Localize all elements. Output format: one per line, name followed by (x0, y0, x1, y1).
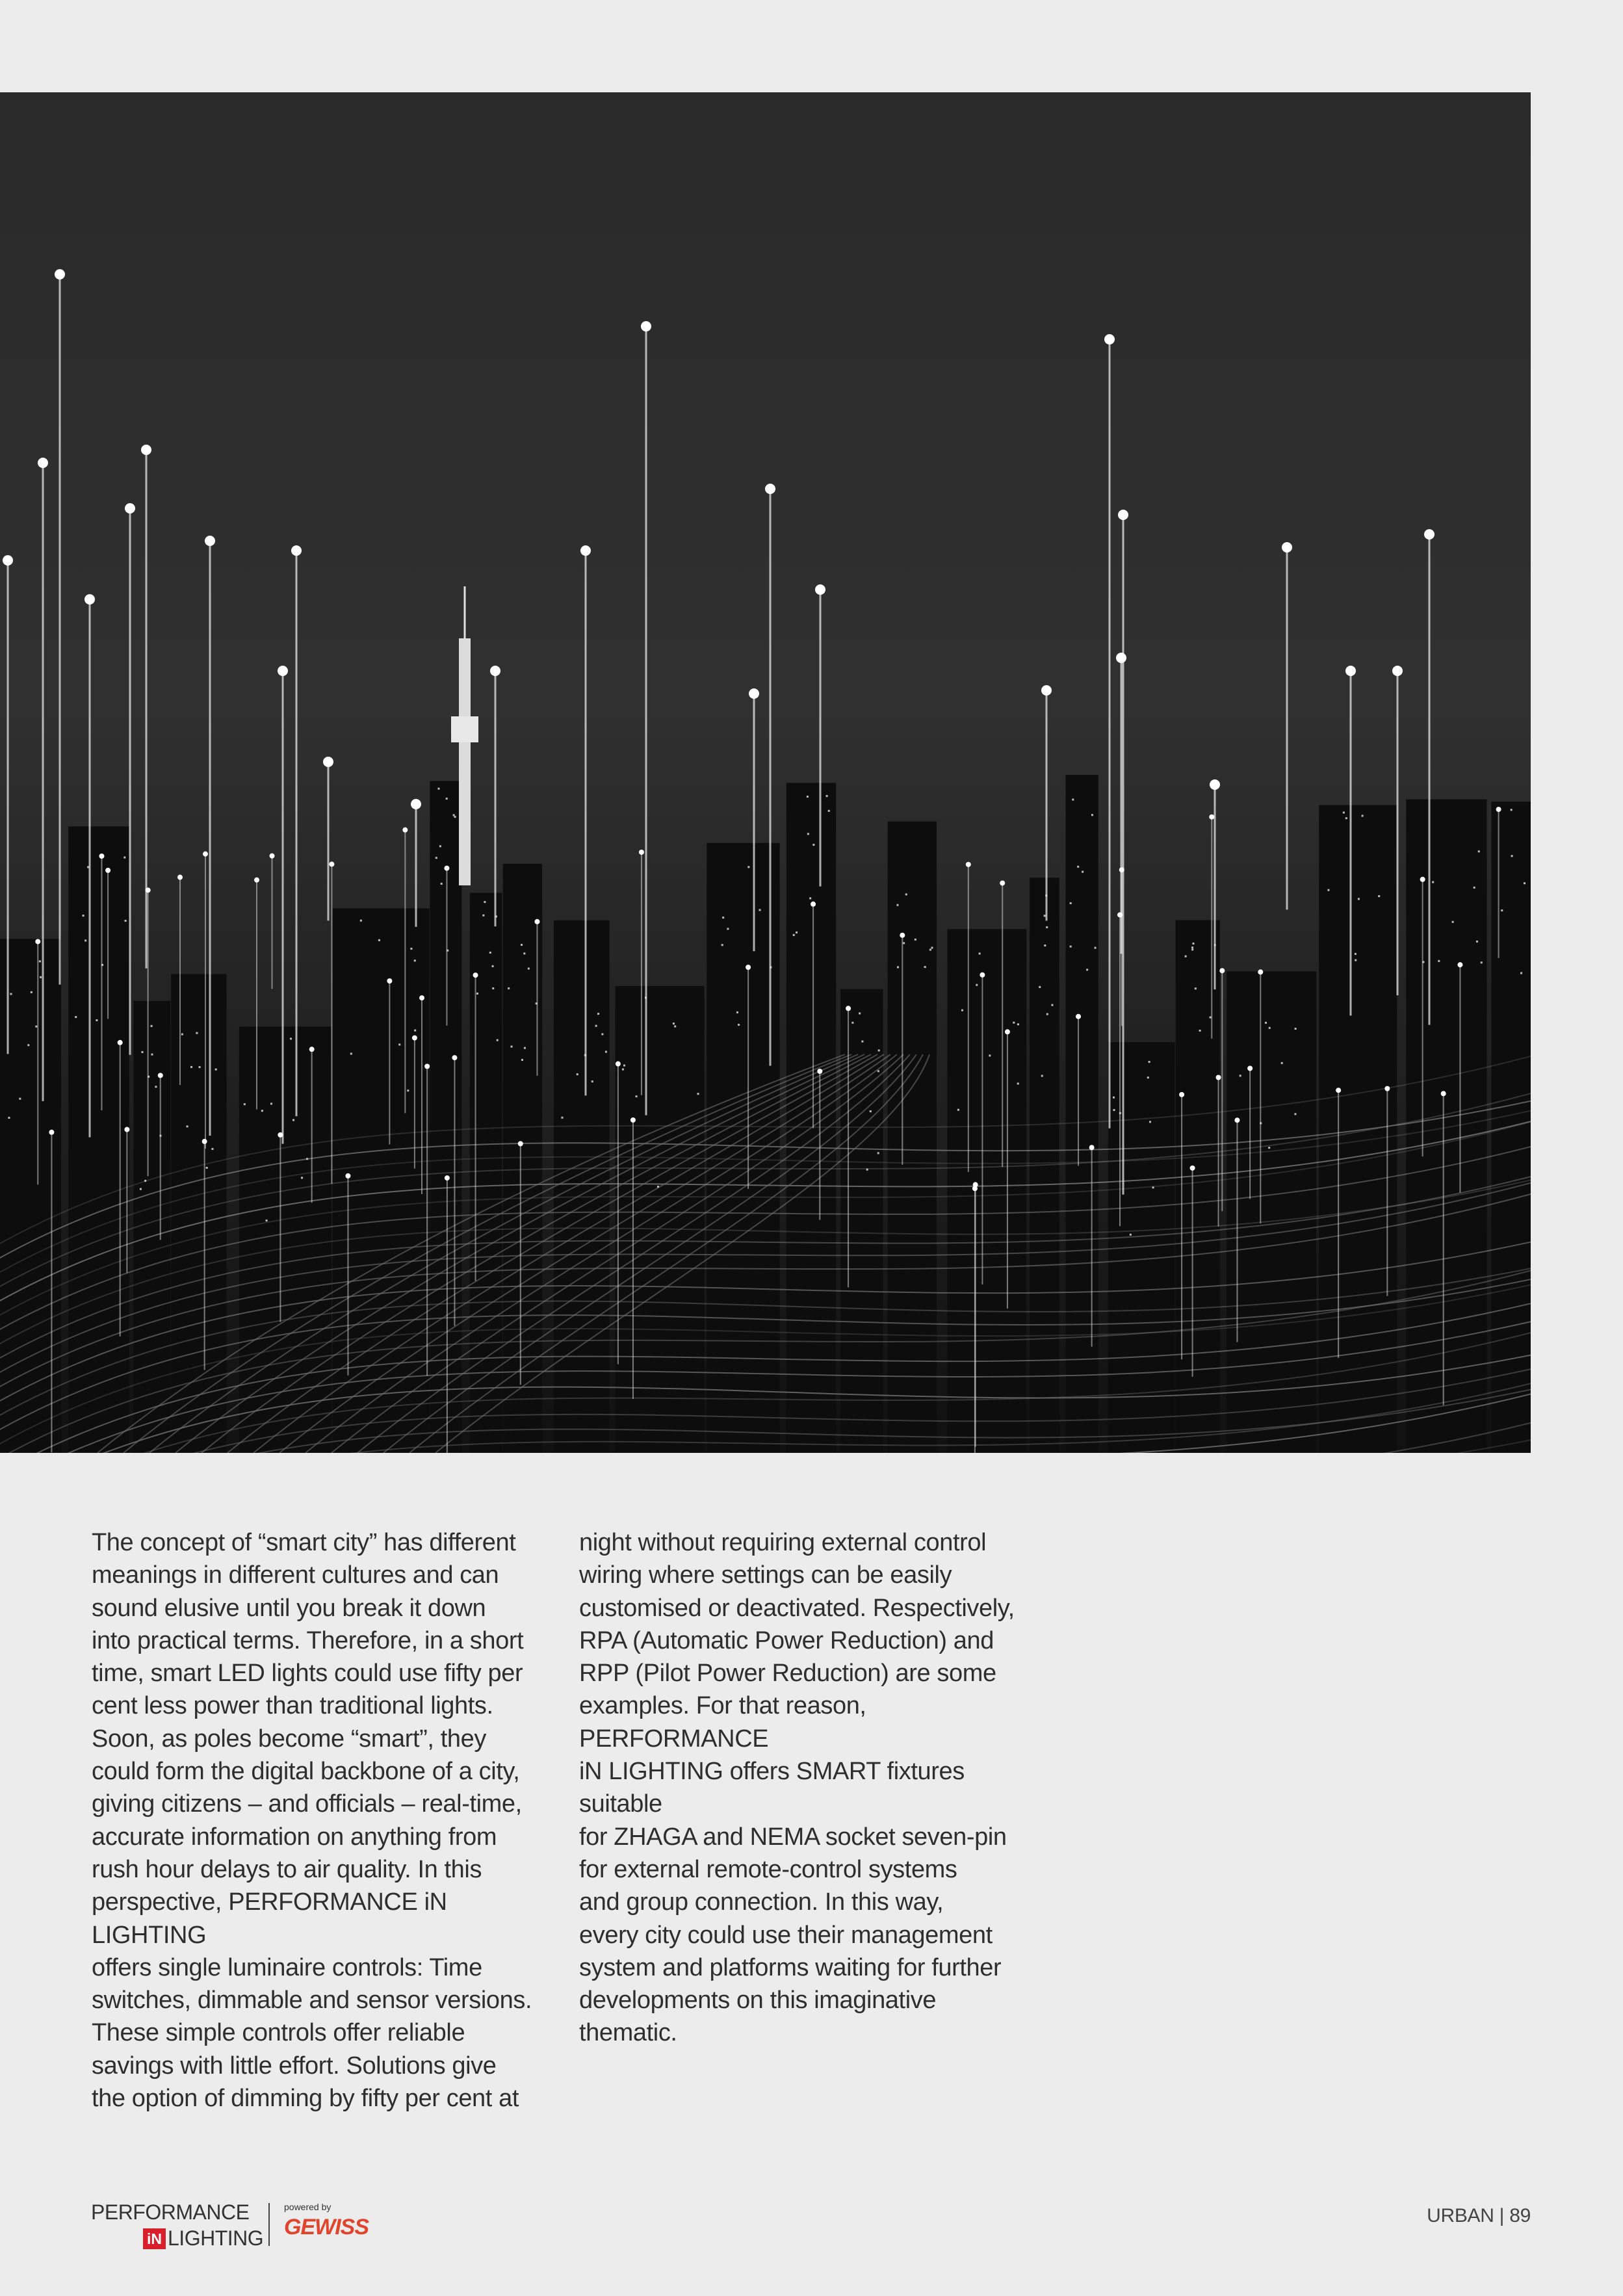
light-pole-tip (278, 666, 288, 676)
light-pole-tip (749, 688, 759, 699)
window-light (828, 810, 830, 812)
light-pole-tip (323, 757, 333, 767)
window-light (859, 1012, 861, 1014)
light-pole-tip (1219, 968, 1225, 973)
light-pole-tip (1190, 1166, 1195, 1171)
light-pole-tip (616, 1062, 621, 1067)
window-light (1191, 946, 1193, 948)
window-light (410, 948, 412, 950)
window-light (1070, 946, 1072, 948)
window-light (360, 920, 362, 922)
light-pole-tip (419, 995, 424, 1000)
window-light (1355, 959, 1357, 961)
light-pole-tip (412, 1036, 417, 1041)
window-light (807, 796, 809, 798)
light-pole-tip (1117, 912, 1123, 917)
light-pole-tip (411, 799, 421, 809)
window-light (1149, 1121, 1151, 1123)
window-light (206, 1167, 208, 1169)
light-pole-tip (1216, 1075, 1221, 1080)
light-pole-tip (1392, 666, 1403, 676)
light-pole-tip (203, 852, 208, 857)
light-pole-tip (99, 854, 104, 859)
light-pole-tip (1282, 542, 1292, 553)
light-pole-tip (387, 978, 392, 984)
light-pole-tip (641, 321, 651, 332)
light-pole-tip (815, 584, 825, 595)
building (888, 822, 937, 1453)
window-light (1294, 1113, 1296, 1115)
light-pole-tip (444, 866, 449, 871)
light-pole-tip (630, 1117, 636, 1123)
article-column-right (579, 1526, 1047, 2050)
window-light (1281, 1062, 1283, 1064)
window-light (1077, 866, 1079, 868)
window-light (215, 1069, 217, 1071)
window-light (378, 939, 380, 941)
window-light (414, 1030, 416, 1032)
window-light (1070, 902, 1072, 904)
light-pole-tip (124, 1127, 129, 1132)
window-light (1039, 986, 1041, 988)
window-light (1240, 1075, 1241, 1076)
window-light (812, 844, 814, 846)
window-light (244, 1103, 246, 1105)
light-pole-tip (1345, 666, 1356, 676)
window-light (877, 1070, 879, 1072)
building (1406, 800, 1487, 1453)
window-light (523, 952, 525, 954)
body-text-right: night without requiring external control wiring where settings can be easily customised or deactivated. Respectively, RPA (Automatic Power Reduction) and RPP (Pilot Power Reduction) are some examples. For that reason, PERFORMANCE iN LIGHTING offers SMART fixtures suitable for ZHAGA and NEMA socket seven-pin for external remote-control systems and group connection. In this way, every city could use their management system and platforms waiting for further developments on this imaginative thematic. (579, 1529, 1015, 2047)
building (1066, 775, 1098, 1453)
window-light (398, 1043, 400, 1045)
light-pole-tip (846, 1006, 851, 1011)
gewiss-logo: GEWISS (284, 2215, 369, 2239)
window-light (1481, 961, 1483, 963)
window-light (1086, 969, 1088, 971)
window-light (476, 993, 478, 995)
window-light (727, 928, 729, 930)
light-pole-tip (105, 868, 110, 873)
window-light (407, 1089, 409, 1091)
light-pole-tip (55, 269, 65, 280)
window-light (636, 1095, 638, 1097)
window-light (528, 967, 530, 969)
light-pole-tip (38, 458, 48, 468)
window-light (561, 1117, 563, 1119)
light-pole-tip (278, 1132, 283, 1138)
window-light (292, 1119, 294, 1121)
light-pole-tip (473, 972, 478, 978)
light-pole-tip (580, 545, 591, 556)
window-light (1051, 1004, 1053, 1006)
window-light (809, 897, 811, 899)
window-light (979, 952, 981, 954)
window-light (453, 814, 455, 816)
light-pole-tip (765, 484, 775, 494)
window-light (261, 1110, 263, 1112)
window-light (1358, 898, 1360, 900)
window-light (595, 1025, 597, 1027)
window-light (266, 1220, 268, 1221)
window-light (1046, 926, 1048, 928)
window-light (151, 1025, 153, 1027)
light-pole-tip (202, 1139, 207, 1144)
light-pole-tip (811, 902, 816, 907)
light-pole-tip (1441, 1091, 1446, 1096)
light-pole-tip (291, 545, 302, 556)
light-pole-tip (746, 965, 751, 970)
window-light (19, 1098, 21, 1100)
building (554, 920, 610, 1453)
logo-performance-text: PERFORMANCE (91, 2200, 250, 2224)
window-light (796, 932, 798, 933)
window-light (10, 993, 12, 995)
window-light (75, 1016, 77, 1018)
light-pole-tip (1496, 807, 1501, 812)
window-light (1476, 941, 1478, 943)
window-light (870, 1110, 872, 1112)
light-pole-tip (125, 503, 135, 514)
window-light (1185, 956, 1187, 958)
window-light (736, 1011, 738, 1013)
window-light (497, 1039, 499, 1041)
section-label: URBAN (1427, 2205, 1494, 2226)
window-light (851, 1022, 853, 1024)
light-pole-tip (534, 919, 539, 924)
window-light (915, 939, 916, 941)
light-pole-tip (1258, 969, 1263, 974)
light-pole-tip (1384, 1086, 1390, 1091)
light-pole-tip (402, 828, 408, 833)
window-light (1195, 987, 1197, 989)
window-light (270, 1102, 272, 1104)
window-light (1524, 882, 1526, 884)
window-light (187, 1125, 188, 1127)
window-light (597, 1013, 599, 1015)
window-light (1345, 817, 1347, 819)
window-light (697, 1093, 699, 1095)
light-pole-tip (518, 1141, 523, 1146)
window-light (826, 795, 828, 797)
window-light (190, 1066, 192, 1068)
footer-separator: | (1499, 2205, 1505, 2226)
light-pole-tip (817, 1069, 822, 1074)
window-light (39, 960, 41, 962)
window-light (181, 1034, 183, 1036)
window-light (1265, 1022, 1267, 1024)
light-pole-tip (1104, 334, 1115, 345)
window-light (1511, 809, 1513, 811)
window-light (1520, 972, 1522, 974)
window-light (350, 1052, 352, 1054)
light-pole-tip (1116, 653, 1126, 663)
window-light (1046, 1013, 1048, 1015)
window-light (721, 944, 723, 946)
light-pole-tip (1457, 962, 1462, 967)
window-light (1095, 947, 1097, 949)
window-light (151, 1054, 153, 1056)
window-light (27, 1044, 29, 1046)
window-light (301, 1177, 303, 1179)
window-light (1378, 895, 1380, 897)
window-light (492, 987, 494, 989)
city-skyline-illustration (0, 92, 1531, 1453)
light-pole-tip (424, 1063, 430, 1069)
window-light (1013, 1022, 1015, 1024)
window-light (1268, 1147, 1270, 1149)
light-pole-tip (973, 1182, 978, 1187)
building (503, 864, 542, 1453)
window-light (807, 833, 809, 835)
window-light (31, 991, 32, 993)
light-pole-tip (345, 1173, 350, 1179)
window-light (1149, 1061, 1150, 1063)
window-light (1474, 887, 1475, 889)
light-pole-tip (1118, 510, 1128, 520)
window-light (674, 1025, 676, 1027)
window-light (1130, 1234, 1132, 1236)
window-light (1511, 855, 1513, 857)
building (133, 1001, 170, 1453)
logo-divider (268, 2203, 270, 2246)
light-pole-tip (1247, 1065, 1253, 1071)
light-pole-tip (1089, 1145, 1095, 1150)
light-pole-tip (1234, 1117, 1240, 1123)
window-light (196, 1032, 198, 1034)
article-column-left (92, 1526, 560, 2115)
window-light (1210, 1017, 1212, 1019)
light-pole-tip (1336, 1088, 1341, 1093)
window-light (1199, 1030, 1201, 1032)
building (616, 986, 705, 1453)
window-light (1072, 799, 1074, 801)
window-light (524, 1047, 526, 1049)
window-light (1362, 815, 1364, 816)
light-pole-tip (1209, 815, 1214, 820)
window-light (211, 1148, 213, 1150)
light-pole-tip (980, 972, 985, 978)
light-pole-tip (309, 1047, 315, 1052)
page-number: 89 (1509, 2205, 1531, 2226)
window-light (961, 1010, 963, 1011)
window-light (622, 1069, 624, 1071)
window-light (1355, 953, 1357, 955)
window-light (414, 959, 416, 961)
window-light (1192, 943, 1194, 945)
light-pole-tip (177, 875, 183, 880)
window-light (521, 944, 523, 946)
window-light (924, 966, 926, 968)
window-light (976, 984, 978, 986)
window-light (989, 1054, 991, 1056)
light-pole-tip (35, 939, 40, 944)
window-light (877, 1152, 879, 1154)
light-pole-tip (146, 887, 151, 893)
window-light (40, 976, 42, 978)
window-light (1432, 881, 1434, 883)
light-pole-tip (141, 445, 151, 455)
window-light (957, 1109, 959, 1111)
window-light (747, 866, 749, 868)
window-light (1113, 1097, 1115, 1099)
window-light (123, 857, 125, 859)
logo-lighting-text: LIGHTING (168, 2226, 264, 2250)
window-light (931, 946, 933, 948)
window-light (8, 1117, 10, 1119)
window-light (125, 920, 127, 922)
window-light (199, 1066, 201, 1068)
window-light (1017, 1023, 1019, 1025)
window-light (738, 1024, 740, 1026)
building (1319, 805, 1397, 1453)
light-pole-tip (84, 594, 95, 605)
light-pole-tip (639, 850, 644, 855)
light-pole-tip (158, 1073, 163, 1078)
window-light (1191, 948, 1193, 950)
window-light (446, 798, 448, 800)
light-pole-tip (966, 862, 971, 867)
building (430, 781, 461, 1453)
window-light (1041, 1075, 1043, 1077)
light-pole-tip (490, 666, 500, 676)
performance-in-lighting-logo (91, 2200, 383, 2252)
window-light (897, 966, 899, 968)
light-pole-tip (1179, 1092, 1184, 1097)
light-pole-tip (1041, 685, 1052, 696)
page-footer (1427, 2205, 1531, 2227)
light-pole-tip (270, 854, 275, 859)
window-light (623, 1065, 625, 1067)
window-light (1295, 1028, 1297, 1030)
window-light (521, 1059, 523, 1061)
window-light (1438, 960, 1440, 962)
window-light (929, 948, 931, 950)
window-light (1478, 850, 1480, 852)
light-pole-tip (118, 1040, 123, 1045)
window-light (454, 816, 456, 818)
light-pole-tip (1420, 877, 1425, 882)
window-light (35, 1026, 37, 1028)
window-light (489, 952, 491, 954)
window-light (1452, 921, 1454, 923)
hero-city-night-image (0, 92, 1531, 1453)
window-light (722, 917, 724, 919)
light-pole-tip (254, 878, 259, 883)
window-light (141, 1051, 143, 1053)
light-pole-tip (1210, 779, 1220, 790)
light-pole-tip (1076, 1014, 1081, 1019)
window-light (1269, 1027, 1271, 1029)
window-light (1327, 889, 1329, 891)
window-light (591, 1080, 593, 1082)
window-light (437, 788, 439, 790)
window-light (441, 883, 443, 885)
light-pole-tip (3, 555, 13, 566)
light-pole-tip (1005, 1029, 1010, 1034)
light-pole-tip (329, 861, 334, 867)
window-light (484, 901, 486, 903)
window-light (1113, 1109, 1115, 1111)
window-light (140, 1188, 142, 1190)
light-pole-tip (445, 1175, 450, 1181)
light-pole-tip (49, 1130, 54, 1135)
light-pole-tip (1119, 867, 1124, 872)
window-light (1044, 915, 1046, 917)
window-light (1147, 1076, 1149, 1078)
light-pole-tip (1000, 880, 1005, 885)
window-light (1501, 909, 1503, 911)
window-light (508, 987, 510, 989)
window-light (492, 965, 494, 967)
light-pole-tip (452, 1055, 457, 1060)
light-pole-tip (900, 933, 905, 938)
window-light (439, 845, 441, 847)
light-pole-tip (1424, 529, 1435, 540)
window-light (905, 893, 907, 895)
building (947, 929, 1026, 1453)
window-light (903, 942, 905, 944)
window-light (1017, 1082, 1019, 1084)
light-pole-tip (205, 536, 215, 546)
window-light (435, 857, 437, 859)
window-light (861, 1041, 863, 1043)
window-light (896, 904, 898, 906)
window-light (1343, 811, 1345, 813)
logo-in-badge: iN (143, 2228, 166, 2249)
window-light (155, 1086, 157, 1088)
window-light (84, 939, 86, 941)
window-light (83, 915, 84, 917)
window-light (1082, 871, 1084, 873)
window-light (96, 1019, 97, 1021)
window-light (577, 1073, 578, 1075)
window-light (1044, 945, 1046, 946)
powered-by-label: powered by (284, 2202, 331, 2212)
window-light (793, 934, 795, 936)
window-light (482, 915, 484, 917)
window-light (1091, 814, 1093, 816)
logo-lighting-row (143, 2226, 263, 2250)
window-light (673, 1023, 675, 1024)
window-light (290, 1037, 292, 1039)
building (707, 843, 779, 1453)
window-light (759, 909, 761, 911)
window-light (511, 1046, 513, 1048)
body-text-left: The concept of “smart city” has different meanings in different cultures and can sound elusive until you break it down into practical terms. Therefore, in a short time, smart LED lights could use fifty per cent less power than traditional lights. Soon, as poles become “smart”, they could form the digital backbone of a city, giving citizens – and officials – real-time, accurate information on anything from rush hour delays to air quality. In this perspective, PERFORMANCE iN LIGHTING offers single luminaire controls: Time switches, dimmable and sensor versions. These simple controls offer reliable savings with little effort. Solutions give the option of dimming by fifty per cent at (92, 1529, 532, 2113)
window-light (878, 1049, 880, 1051)
window-light (601, 1033, 603, 1035)
window-light (605, 1050, 607, 1052)
